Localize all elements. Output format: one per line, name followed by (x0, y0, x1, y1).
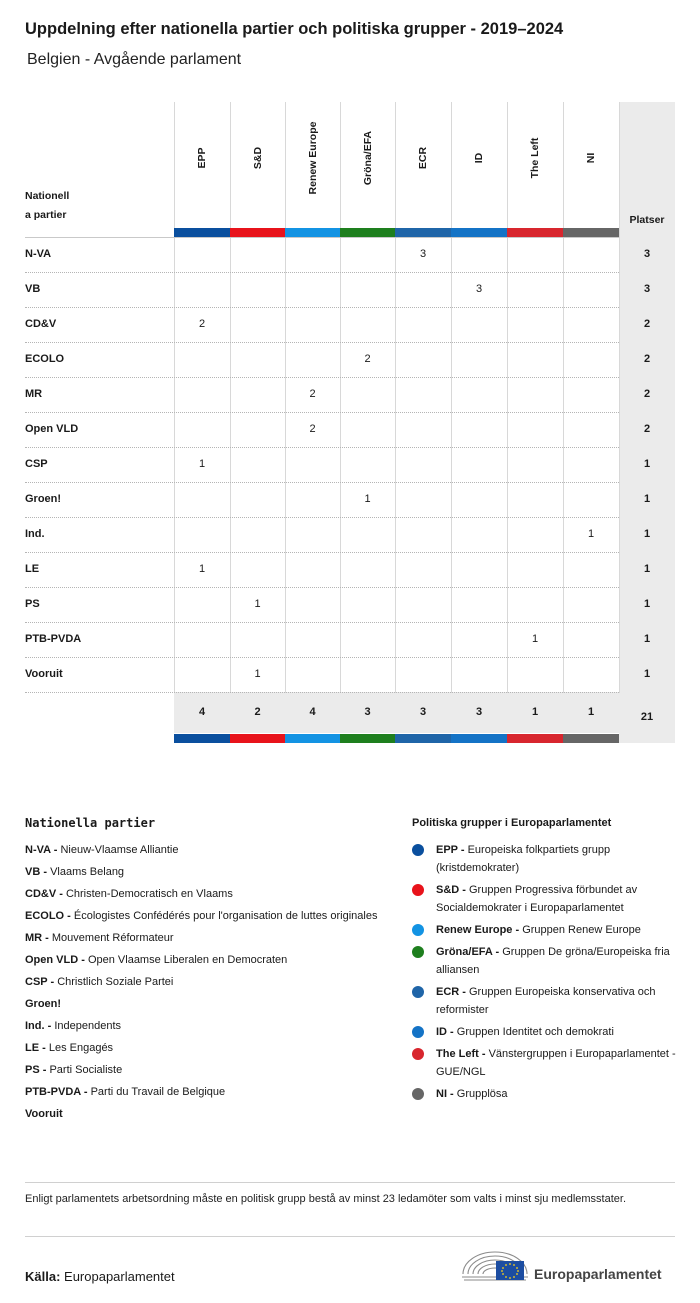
party-seat-total: 1 (643, 458, 651, 470)
group-legend-item (412, 1085, 677, 1103)
grand-total: 21 (640, 711, 654, 723)
national-parties-header (25, 187, 69, 225)
party-label: MR (25, 388, 43, 400)
party-label: ECOLO (25, 353, 65, 365)
seat-value: 1 (531, 633, 539, 645)
column-divider (395, 102, 396, 693)
legend-name: Gruppen De gröna/Europeiska fria alliansen (436, 946, 670, 976)
group-color-bar-bottom (395, 734, 451, 743)
national-legend-heading: Nationella partier (25, 816, 156, 830)
seat-value: 1 (364, 493, 371, 505)
group-color-bar-top (563, 228, 619, 237)
national-parties-header-line: a partier (25, 209, 67, 221)
legend-dot-icon (412, 884, 424, 896)
legend-name: Gruppen Renew Europe (522, 924, 641, 936)
legend-abbr: N-VA - (25, 844, 61, 856)
group-total: 4 (198, 706, 206, 718)
group-legend-item (412, 943, 677, 979)
group-color-bar-bottom (507, 734, 563, 743)
group-total: 1 (531, 706, 539, 718)
legend-abbr: EPP - (436, 844, 468, 856)
seat-value: 3 (475, 283, 483, 295)
group-total: 3 (364, 706, 371, 718)
party-label: PTB-PVDA (25, 633, 82, 645)
legend-abbr: MR - (25, 932, 52, 944)
row-divider (25, 307, 619, 308)
legend-abbr: VB - (25, 866, 51, 878)
party-label: PS (25, 598, 40, 610)
party-label: Groen! (25, 493, 62, 505)
party-label: N-VA (25, 248, 52, 260)
national-legend-item (25, 1039, 385, 1057)
legend-name: Open Vlaamse Liberalen en Democraten (87, 954, 288, 966)
party-label: VB (25, 283, 41, 295)
seat-value: 2 (198, 318, 206, 330)
group-legend-item (412, 881, 677, 917)
group-total: 2 (254, 706, 261, 718)
legend-abbr: ECOLO - (25, 910, 74, 922)
group-color-bar-top (507, 228, 563, 237)
national-legend-item (25, 995, 385, 1013)
seat-value: 1 (254, 668, 261, 680)
group-header: NI (585, 152, 597, 164)
group-color-bar-bottom (174, 734, 230, 743)
legend-name: Gruppen Progressiva förbundet av Socialdemokrater i Europaparlamentet (436, 884, 638, 914)
row-divider (25, 552, 619, 553)
legend-abbr: ID - (436, 1026, 457, 1038)
legend-name: Écologistes Confédérés pour l'organisation de luttes originales (73, 910, 378, 922)
group-color-bar-top (230, 228, 285, 237)
legend-abbr: Gröna/EFA - (436, 946, 503, 958)
seat-value: 1 (587, 528, 595, 540)
row-divider (25, 517, 619, 518)
column-divider (563, 102, 564, 693)
legend-dot-icon (412, 946, 424, 958)
divider (25, 1182, 675, 1183)
seat-value: 2 (309, 423, 316, 435)
group-header: EPP (196, 147, 208, 169)
group-color-bar-bottom (451, 734, 507, 743)
group-legend-item (412, 1023, 677, 1041)
column-divider (507, 102, 508, 693)
seat-value: 2 (309, 388, 316, 400)
legend-name: Christen-Democratisch en Vlaams (65, 888, 233, 900)
national-legend (25, 841, 385, 1127)
national-legend-item (25, 929, 385, 947)
seat-value: 1 (254, 598, 261, 610)
party-seat-total: 1 (643, 528, 651, 540)
group-legend-item (412, 1045, 677, 1081)
national-legend-item (25, 951, 385, 969)
legend-dot-icon (412, 1026, 424, 1038)
seat-value: 2 (364, 353, 371, 365)
column-divider (174, 102, 175, 693)
group-header: ID (473, 152, 485, 164)
groups-legend-heading: Politiska grupper i Europaparlamentet (412, 817, 612, 829)
footnote: Enligt parlamentets arbetsordning måste en politisk grupp bestå av minst 23 ledamöter som valts i minst sju medlemsstater. (25, 1193, 626, 1205)
legend-name: Grupplösa (456, 1088, 508, 1100)
group-legend-item (412, 983, 677, 1019)
legend-name: Nieuw-Vlaamse Alliantie (60, 844, 179, 856)
group-color-bar-top (451, 228, 507, 237)
legend-name: Vlaams Belang (50, 866, 125, 878)
legend-name: Europeiska folkpartiets grupp (kristdemokrater) (436, 844, 611, 874)
party-seat-total: 3 (643, 283, 651, 295)
legend-abbr: The Left - (436, 1048, 489, 1060)
seats-header: Platser (629, 214, 665, 226)
legend-dot-icon (412, 1048, 424, 1060)
legend-abbr: PS - (25, 1064, 50, 1076)
seat-value: 1 (198, 458, 206, 470)
legend-name: Parti du Travail de Belgique (90, 1086, 226, 1098)
national-legend-item (25, 1083, 385, 1101)
group-total: 3 (419, 706, 427, 718)
group-color-bar-bottom (230, 734, 285, 743)
legend-abbr: NI - (436, 1088, 457, 1100)
legend-name: Mouvement Réformateur (51, 932, 174, 944)
legend-name: Gruppen Europeiska konservativa och reformister (436, 986, 656, 1016)
group-header: Gröna/EFA (361, 130, 374, 186)
legend-abbr: Vooruit (25, 1108, 63, 1120)
group-legend-item (412, 921, 677, 939)
seat-value: 3 (419, 248, 427, 260)
national-legend-item (25, 841, 385, 859)
divider (25, 1236, 675, 1237)
national-legend-item (25, 907, 385, 925)
source (25, 1269, 175, 1284)
group-header: S&D (251, 146, 264, 170)
group-color-bar-top (285, 228, 340, 237)
legend-name: Independents (54, 1020, 121, 1032)
legend-abbr: Ind. - (25, 1020, 55, 1032)
legend-name: Les Engagés (48, 1042, 114, 1054)
party-label: CD&V (25, 318, 57, 330)
group-header: The Left (529, 137, 541, 179)
group-total: 4 (309, 706, 316, 718)
party-seat-total: 1 (643, 493, 651, 505)
group-color-bar-top (395, 228, 451, 237)
group-color-bar-bottom (563, 734, 619, 743)
legend-name: Christlich Soziale Partei (57, 976, 174, 988)
group-color-bar-top (174, 228, 230, 237)
legend-dot-icon (412, 1088, 424, 1100)
party-seat-total: 1 (643, 668, 651, 680)
group-color-bar-top (340, 228, 395, 237)
row-divider (25, 237, 619, 238)
legend-name: Vänstergruppen i Europaparlamentet - GUE/NGL (436, 1048, 676, 1078)
legend-abbr: Open VLD - (25, 954, 88, 966)
legend-abbr: PTB-PVDA - (25, 1086, 91, 1098)
row-divider (25, 657, 619, 658)
legend-dot-icon (412, 844, 424, 856)
legend-dot-icon (412, 924, 424, 936)
row-divider (25, 447, 619, 448)
party-seat-total: 2 (643, 318, 651, 330)
group-header: Renew Europe (306, 121, 319, 195)
legend-abbr: CD&V - (25, 888, 66, 900)
legend-abbr: S&D - (436, 884, 469, 896)
chart-subtitle: Belgien - Avgående parlament (27, 51, 242, 68)
party-seat-total: 1 (643, 563, 651, 575)
legend-name: Gruppen Identitet och demokrati (456, 1026, 614, 1038)
party-seat-total: 1 (643, 633, 651, 645)
party-label: LE (25, 563, 40, 575)
party-seat-total: 2 (643, 353, 651, 365)
national-legend-item (25, 1105, 385, 1123)
group-color-bar-bottom (340, 734, 395, 743)
group-header: ECR (417, 146, 429, 170)
party-seat-total: 3 (643, 248, 651, 260)
legend-abbr: LE - (25, 1042, 49, 1054)
national-legend-item (25, 885, 385, 903)
legend-name: Parti Socialiste (49, 1064, 123, 1076)
source-value: Europaparlamentet (64, 1269, 175, 1284)
seat-value: 1 (198, 563, 206, 575)
legend-abbr: CSP - (25, 976, 58, 988)
column-divider (451, 102, 452, 693)
chart-title: Uppdelning efter nationella partier och politiska grupper - 2019–2024 (25, 20, 564, 38)
party-seat-total: 2 (643, 423, 651, 435)
group-color-bar-bottom (285, 734, 340, 743)
legend-abbr: ECR - (436, 986, 469, 998)
national-parties-header-line: Nationell (25, 190, 70, 202)
legend-abbr: Groen! (25, 998, 62, 1010)
party-seat-total: 2 (643, 388, 651, 400)
row-divider (25, 482, 619, 483)
group-total: 1 (587, 706, 595, 718)
legend-abbr: Renew Europe - (436, 924, 523, 936)
group-total: 3 (475, 706, 483, 718)
national-legend-item (25, 1017, 385, 1035)
party-label: Open VLD (25, 423, 79, 435)
party-label: CSP (25, 458, 48, 470)
groups-legend (412, 841, 677, 1107)
legend-dot-icon (412, 986, 424, 998)
group-legend-item (412, 841, 677, 877)
row-divider (25, 587, 619, 588)
national-legend-item (25, 1061, 385, 1079)
party-seat-total: 1 (643, 598, 651, 610)
party-label: Ind. (25, 528, 45, 540)
national-legend-item (25, 973, 385, 991)
row-divider (25, 342, 619, 343)
national-legend-item (25, 863, 385, 881)
party-label: Vooruit (25, 668, 63, 680)
row-divider (25, 272, 619, 273)
source-label: Källa: (25, 1269, 61, 1284)
logo-text: Europaparlamentet (534, 1266, 662, 1282)
